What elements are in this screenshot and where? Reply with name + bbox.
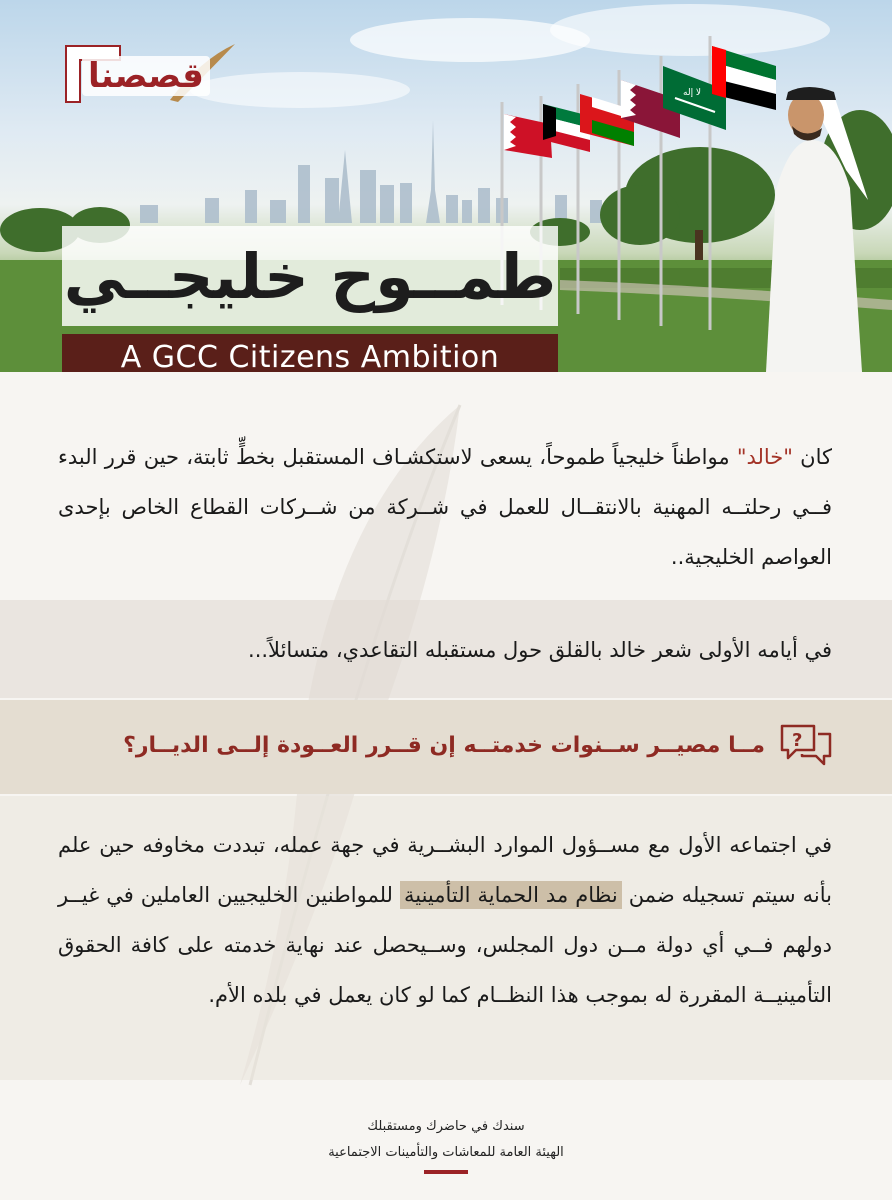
- question-heading: مــا مصيــر ســنوات خدمتــه إن قــرر العــودة إلــى الديــار؟: [123, 733, 765, 758]
- meeting-text-end: للمواطنين الخليجيين العاملين في غيــر دولهم فــي أي دولة مــن دول المجلس، وســيحصل عند نهاية خدمته على كافة الحقوق التأمينيــة المقررة له بموجب هذا النظــام كما لو كان يعمل في بلده الأم.: [58, 883, 832, 1007]
- question-chat-icon: [778, 722, 834, 770]
- svg-text:?: ?: [792, 730, 803, 751]
- footer-organization: الهيئة العامة للمعاشات والتأمينات الاجتماعية: [328, 1145, 564, 1160]
- meeting-paragraph: [58, 820, 832, 1020]
- title-arabic: طمــوح خليجــي: [63, 240, 557, 313]
- intro-text-start: كان: [792, 445, 832, 469]
- title-english: A GCC Citizens Ambition: [120, 340, 500, 372]
- footer-accent-bar: [424, 1170, 468, 1174]
- meeting-text-start: في اجتماعه الأول مع مســؤول الموارد البشــرية في جهة عمله، تبددت مخاوفه حين علم بأنه سيتم تسجيله ضمن: [58, 833, 832, 907]
- hero-banner: [0, 0, 892, 372]
- footer-tagline: سندك في حاضرك ومستقبلك: [367, 1119, 525, 1134]
- logo-text: قصصنا: [82, 56, 210, 96]
- intro-name-highlight: "خالد": [736, 445, 793, 469]
- svg-text:ﻻ إله: ﻻ إله: [683, 88, 702, 98]
- concern-paragraph: في أيامه الأولى شعر خالد بالقلق حول مستقبله التقاعدي، متسائلاً...: [248, 638, 832, 662]
- intro-text-end: مواطناً خليجياً طموحاً، يسعى لاستكشـاف المستقبل بخطٍّ ثابتة، حين قرر البدء فــي رحلتــه المهنية بالانتقــال للعمل في شــركة من شــركات القطاع الخاص بإحدى العواصم الخليجية..: [58, 445, 832, 569]
- intro-paragraph: [58, 432, 832, 582]
- meeting-highlight: نظام مد الحماية التأمينية: [400, 881, 622, 909]
